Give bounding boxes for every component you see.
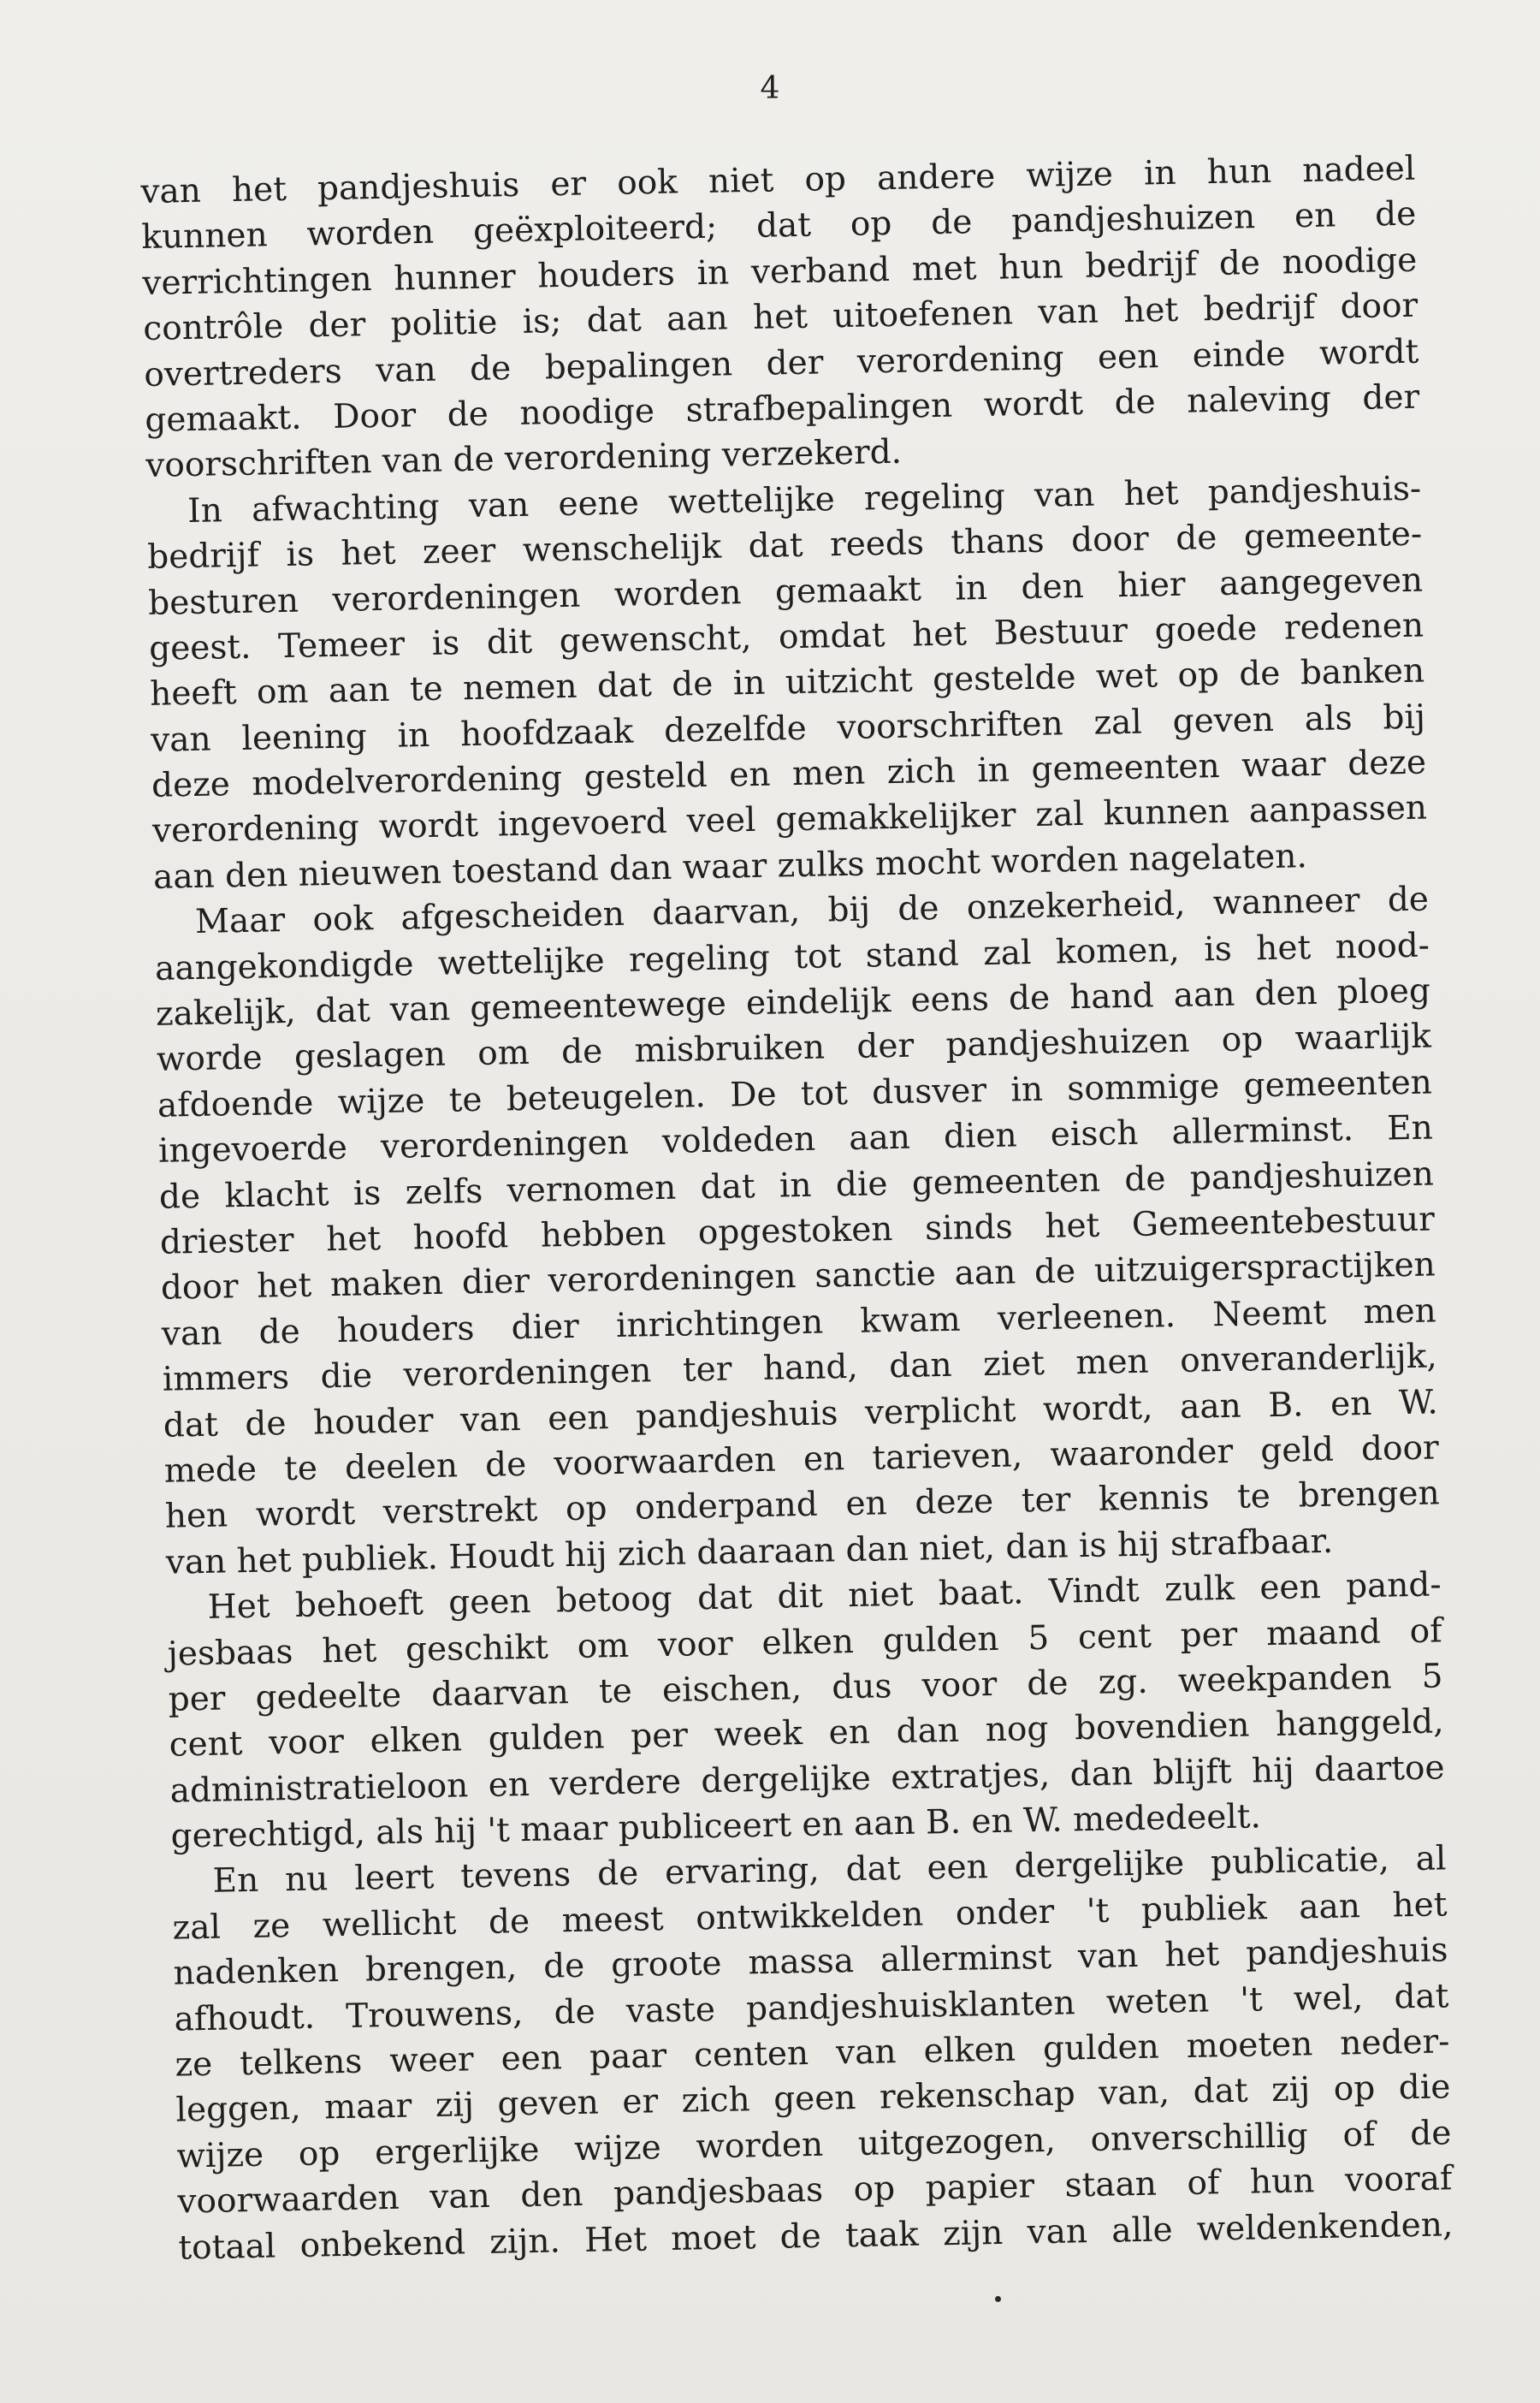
text-line: leggen, maar zij geven er zich geen rekenschap van, dat zij op die (175, 2068, 1451, 2131)
text-line: voorschriften van de verordening verzekerd. (145, 433, 903, 486)
text-line: immers die verordeningen ter hand, dan ziet men onveranderlijk, (162, 1337, 1438, 1399)
text-line: overtreders van de bepalingen der verordening een einde wordt (143, 332, 1419, 395)
ink-speck (995, 2296, 1001, 2302)
text-line: de klacht is zelfs vernomen dat in die gemeenten de pandjeshuizen (158, 1154, 1435, 1217)
text-line: van de houders dier inrichtingen kwam verleenen. Neemt men (161, 1291, 1437, 1354)
text-line: gemaakt. Door de noodige strafbepalingen wordt de naleving der (144, 377, 1420, 440)
text-line: afdoende wijze te beteugelen. De tot dusver in sommige gemeenten (157, 1063, 1433, 1125)
text-line: van leening in hoofdzaak dezelfde voorschriften zal geven als bij (150, 697, 1426, 760)
text-line: driester het hoofd hebben opgestoken sinds het Gemeentebestuur (159, 1200, 1436, 1262)
text-line: administratieloon en verdere dergelijke extratjes, dan blijft hij daartoe (169, 1748, 1445, 1811)
text-line: bedrijf is het zeer wenschelijk dat reeds thans door de gemeente- (146, 514, 1423, 578)
text-line: per gedeelte daarvan te eischen, dus voor de zg. weekpanden 5 (168, 1657, 1443, 1719)
text-line: afhoudt. Trouwens, de vaste pandjeshuisklanten weten 't wel, dat (174, 1976, 1449, 2039)
text-line: mede te deelen de voorwaarden en tarieven, waaronder geld door (163, 1428, 1440, 1491)
text-line: jesbaas het geschikt om voor elken gulden 5 cent per maand of (167, 1611, 1442, 1674)
text-line: voorwaarden van den pandjesbaas op papier staan of hun vooraf (177, 2159, 1453, 2222)
text-line: nadenken brengen, de groote massa allerminst van het pandjeshuis (173, 1931, 1448, 1993)
text-line: dat de houder van een pandjeshuis verplicht wordt, aan B. en W. (163, 1383, 1439, 1445)
body-text (140, 146, 1454, 2271)
text-line: ingevoerde verordeningen voldeden aan dien eisch allerminst. En (157, 1108, 1434, 1172)
text-line: Maar ook afgescheiden daarvan, bij de onzekerheid, wanneer de (194, 880, 1430, 942)
text-line: heeft om aan te nemen dat de in uitzicht gestelde wet op de banken (149, 651, 1425, 715)
text-line: aangekondigde wettelijke regeling tot stand zal komen, is het nood- (154, 926, 1430, 988)
text-line: verordening wordt ingevoerd veel gemakkelijker zal kunnen aanpassen (151, 789, 1428, 851)
text-line: van het publiek. Houdt hij zich daaraan dan niet, dan is hij strafbaar. (165, 1522, 1334, 1582)
text-line: In afwachting van eene wettelijke regeling van het pandjeshuis- (187, 469, 1422, 531)
text-line: deze modelverordening gesteld en men zich in gemeenten waar deze (151, 743, 1427, 805)
text-line: aan den nieuwen toestand dan waar zulks mocht worden nagelaten. (152, 837, 1308, 897)
text-line: totaal onbekend zijn. Het moet de taak zijn van alle weldenkenden, (178, 2204, 1454, 2268)
text-line: gerechtigd, als hij 't maar publiceert en aan B. en W. mededeelt. (170, 1797, 1262, 1856)
text-line: door het maken dier verordeningen sanctie aan de uitzuigerspractijken (160, 1245, 1436, 1308)
text-line: En nu leert tevens de ervaring, dat een dergelijke publicatie, al (212, 1839, 1447, 1902)
text-line: kunnen worden geëxploiteerd; dat op de pandjeshuizen en de (141, 195, 1417, 258)
text-line: besturen verordeningen worden gemaakt in den hier aangegeven (147, 561, 1424, 623)
text-line: verrichtingen hunner houders in verband met hun bedrijf de noodige (142, 240, 1418, 303)
text-line: zal ze wellicht de meest ontwikkelden onder 't publiek aan het (172, 1885, 1448, 1948)
page-number: 4 (760, 71, 780, 106)
text-line: contrôle der politie is; dat aan het uitoefenen van het bedrijf door (143, 286, 1419, 349)
text-line: Het behoeft geen betoog dat dit niet baat. Vindt zulk een pand- (207, 1565, 1442, 1627)
text-line: ze telkens weer een paar centen van elken gulden moeten neder- (175, 2022, 1450, 2085)
text-line: worde geslagen om de misbruiken der pandjeshuizen op waarlijk (156, 1017, 1432, 1080)
text-line: zakelijk, dat van gemeentewege eindelijk eens de hand aan den ploeg (155, 971, 1431, 1034)
text-line: hen wordt verstrekt op onderpand en deze ter kennis te brengen (164, 1474, 1441, 1537)
text-line: wijze op ergerlijke wijze worden uitgezogen, onverschillig of de (176, 2114, 1452, 2176)
text-line: geest. Temeer is dit gewenscht, omdat het Bestuur goede redenen (148, 606, 1424, 668)
text-line: cent voor elken gulden per week en dan nog bovendien hanggeld, (169, 1702, 1444, 1765)
text-line: van het pandjeshuis er ook niet op andere wijze in hun nadeel (140, 149, 1416, 211)
